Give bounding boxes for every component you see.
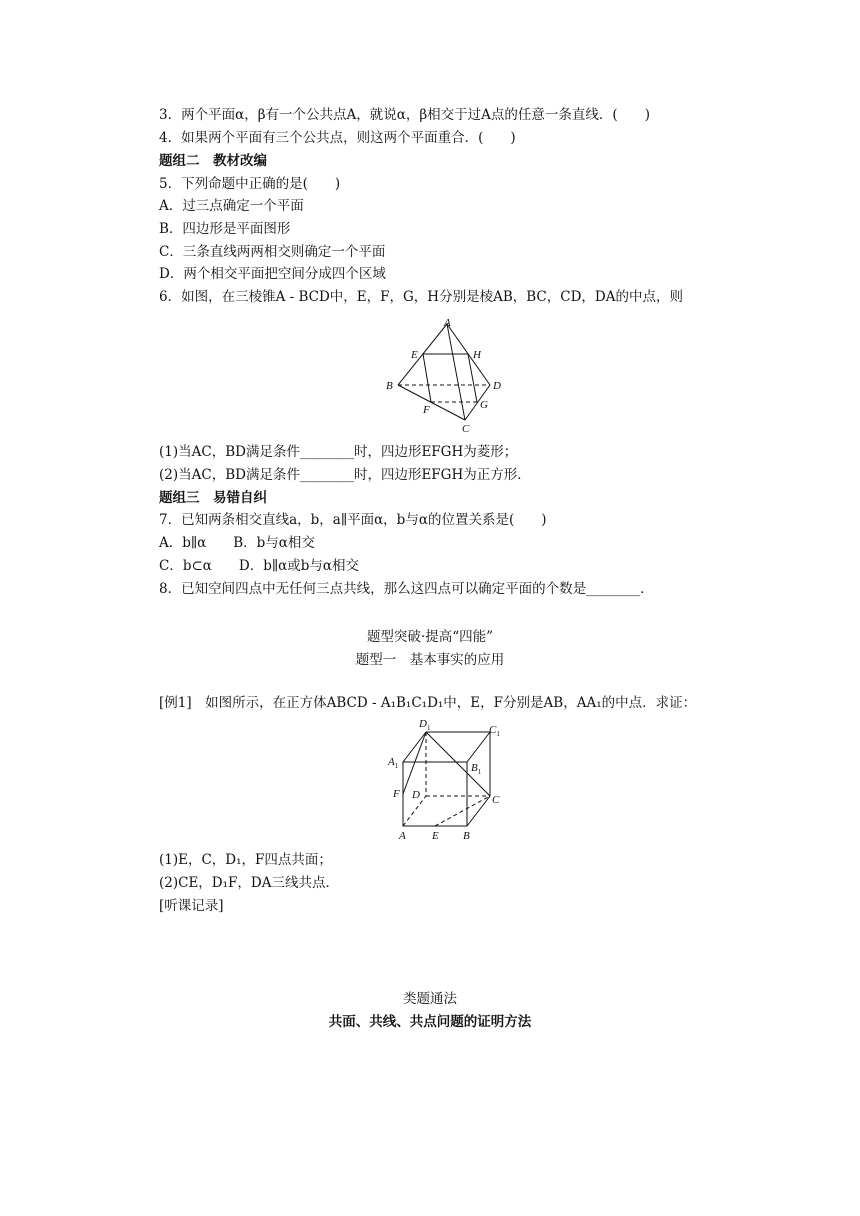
pyramid-label-c: C — [462, 423, 470, 435]
pyramid-figure — [380, 315, 515, 435]
cube-label-d: D — [412, 789, 420, 801]
option-5b: B．四边形是平面图形 — [159, 221, 291, 237]
cube-label-d1: $D_1$ — [419, 718, 431, 732]
cube-label-c1: $C_1$ — [489, 724, 500, 738]
problem-8: 8．已知空间四点中无任何三点共线，那么这四点可以确定平面的个数是________． — [159, 581, 654, 597]
option-7cd: C．b⊂α D．b∥α或b与α相交 — [159, 558, 359, 574]
cube-label-f: F — [393, 788, 400, 800]
example-1: [例1] 如图所示，在正方体ABCD - A₁B₁C₁D₁中，E，F分别是AB，AA₁的中点．求证： — [159, 695, 697, 711]
option-5c: C．三条直线两两相交则确定一个平面 — [159, 244, 386, 260]
cube-label-e: E — [432, 830, 439, 842]
pyramid-label-d: D — [493, 380, 501, 392]
cube-label-c: C — [492, 794, 500, 806]
pyramid-label-g: G — [480, 399, 488, 411]
problem-4: 4．如果两个平面有三个公共点，则这两个平面重合．( ) — [159, 130, 516, 146]
problem-6-part-1: (1)当AC，BD满足条件________时，四边形EFGH为菱形； — [159, 444, 518, 460]
group-3-heading: 题组三 易错自纠 — [159, 490, 267, 506]
problem-6-part-2: (2)当AC，BD满足条件________时，四边形EFGH为正方形． — [159, 467, 531, 483]
pyramid-label-h: H — [473, 349, 481, 361]
section-subheading: 题型一 基本事实的应用 — [355, 652, 505, 668]
method-heading: 类题通法 — [403, 991, 457, 1007]
cube-label-a1: $A_1$ — [388, 756, 399, 770]
group-2-heading: 题组二 教材改编 — [159, 153, 267, 169]
pyramid-label-e: E — [411, 349, 418, 361]
cube-label-b1: $B_1$ — [471, 762, 482, 776]
example-1-part-1: (1)E，C，D₁，F四点共面； — [159, 852, 332, 868]
pyramid-label-b: B — [386, 380, 393, 392]
cube-label-a: A — [399, 830, 406, 842]
problem-5: 5．下列命题中正确的是( ) — [159, 176, 341, 192]
option-5a: A．过三点确定一个平面 — [159, 198, 304, 214]
problem-3: 3．两个平面α，β有一个公共点A，就说α，β相交于过A点的任意一条直线．( ) — [159, 107, 650, 123]
pyramid-label-a: A — [444, 317, 451, 329]
problem-7: 7．已知两条相交直线a，b，a∥平面α，b与α的位置关系是( ) — [159, 512, 547, 528]
cube-figure — [385, 715, 515, 845]
option-7ab: A．b∥α B．b与α相交 — [159, 535, 315, 551]
cube-label-b: B — [463, 830, 470, 842]
notes-heading: [听课记录] — [159, 898, 224, 914]
option-5d: D．两个相交平面把空间分成四个区域 — [159, 266, 386, 282]
section-heading: 题型突破·提高“四能” — [366, 629, 494, 645]
pyramid-label-f: F — [423, 404, 430, 416]
example-1-part-2: (2)CE，D₁F，DA三线共点． — [159, 875, 339, 891]
problem-6: 6．如图，在三棱锥A - BCD中，E，F，G，H分别是棱AB，BC，CD，DA的中点，则 — [159, 289, 683, 305]
method-title: 共面、共线、共点问题的证明方法 — [328, 1014, 532, 1030]
